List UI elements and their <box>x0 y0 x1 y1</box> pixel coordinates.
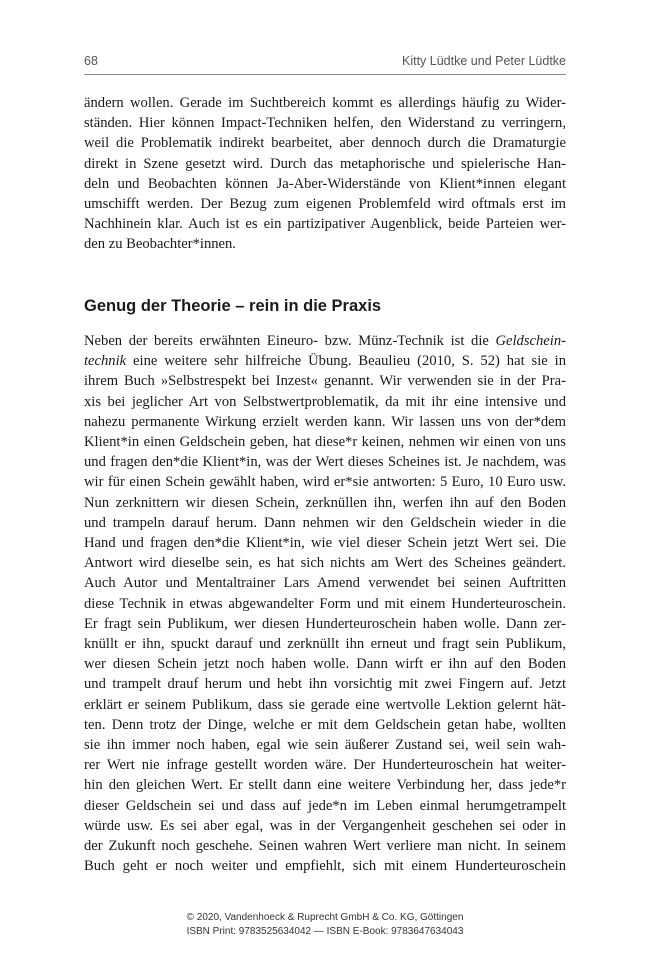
text-line: sie ihn immer noch haben, egal wie sein äußerer Zustand sei, weil sein wah- <box>84 737 566 754</box>
text-line: diese Technik in etwas abgewandelter Form und mit einem Hunderteuroschein. <box>84 595 566 612</box>
page-number: 68 <box>84 54 98 68</box>
text-line <box>84 351 566 371</box>
text-run: Neben der bereits erwähnten Eineuro- bzw. Münz-Technik ist die <box>84 333 496 349</box>
text-line: dieser Geldschein sei und dass auf jede*n im Leben einmal herumgetrampelt <box>84 797 566 814</box>
text-line: weil die Problematik indirekt bearbeitet, aber dennoch durch die Dramaturgie <box>84 135 566 152</box>
text-line: und fragen den*die Klient*in, was der Wert dieses Scheines ist. Je nachdem, was <box>84 454 566 471</box>
text-line: rer Wert nie infrage gestellt worden wäre. Der Hunderteuroschein hat weiter- <box>84 757 566 774</box>
text-line: ändern wollen. Gerade im Suchtbereich kommt es allerdings häufig zu Wider- <box>84 95 566 111</box>
text-line: der Zukunft noch geschehe. Seinen wahren Wert verliere man nicht. In seinem <box>84 838 566 855</box>
paragraph-intro <box>84 93 566 255</box>
text-line: deln und Beobachten können Ja-Aber-Widerstände von Klient*innen elegant <box>84 175 566 192</box>
text-line: ständen. Hier können Impact-Techniken helfen, den Widerstand zu verringern, <box>84 115 566 132</box>
italic-term: technik <box>84 353 127 370</box>
running-header-authors: Kitty Lüdtke und Peter Lüdtke <box>402 54 566 68</box>
text-line: Auch Autor und Mentaltrainer Lars Amend verwendet bei seinen Auftritten <box>84 575 566 592</box>
text-line: nahezu permanente Wirkung erzielt werden kann. Wir lassen uns von der*dem <box>84 413 566 430</box>
text-line: hin den gleichen Wert. Er stellt dann eine weitere Verbindung her, dass jede*r <box>84 777 566 794</box>
text-line: ihrem Buch »Selbstrespekt bei Inzest« genannt. Wir verwenden sie in der Pra- <box>84 373 566 390</box>
text-line: erklärt er seinem Publikum, dass sie gerade eine wertvolle Lektion gelernt hät- <box>84 696 566 713</box>
text-line: direkt in Szene gesetzt wird. Durch das metaphorische und spielerische Han- <box>84 155 566 172</box>
text-line: Klient*in einen Geldschein geben, hat diese*r keinen, nehmen wir einen von uns <box>84 434 566 451</box>
italic-term: Geldschein- <box>495 333 566 349</box>
text-line: knüllt er ihn, spuckt darauf und zerknüllt ihn erneut und fragt sein Publikum, <box>84 636 566 653</box>
text-line: xis bei jeglicher Art von Selbstwertproblematik, da mit ihr eine intensive und <box>84 393 566 410</box>
text-line: Antwort wird dieselbe sein, es hat sich nichts am Wert des Scheines geändert. <box>84 555 566 572</box>
paragraph-practice <box>84 331 566 876</box>
text-line: würde usw. Es sei aber egal, was in der Vergangenheit geschehen sei oder in <box>84 817 566 834</box>
text-line <box>84 331 566 351</box>
text-line: und trampeln darauf herum. Dann nehmen wir den Geldschein wieder in die <box>84 514 566 531</box>
page-footer <box>0 911 650 939</box>
running-header <box>84 52 566 74</box>
text-line: wir für einen Schein gewählt haben, wird er*sie antworten: 5 Euro, 10 Euro usw. <box>84 474 566 491</box>
text-line: wer diesen Schein jetzt noch haben wolle. Dann wirft er ihn auf den Boden <box>84 656 566 673</box>
text-run: eine weitere sehr hilfreiche Übung. Beaulieu (2010, S. 52) hat sie in <box>126 353 566 370</box>
header-divider <box>84 74 566 75</box>
copyright-notice: © 2020, Vandenhoeck & Ruprecht GmbH & Co. KG, Göttingen <box>186 912 464 923</box>
text-line: Er fragt sein Publikum, wer diesen Hunderteuroschein haben wolle. Dann zer- <box>84 615 566 632</box>
text-line: Nun zerknittern wir diesen Schein, zerknüllen ihn, werfen ihn auf den Boden <box>84 494 566 511</box>
text-line: Nachhinein klar. Auch ist es ein partizipativer Augenblick, beide Parteien wer- <box>84 216 566 233</box>
text-line: und trampelt drauf herum und hebt ihn vorsichtig mit zwei Fingern auf. Jetzt <box>84 676 566 693</box>
text-line: ten. Denn trotz der Dinge, welche er mit dem Geldschein getan habe, wollten <box>84 716 566 733</box>
section-heading: Genug der Theorie – rein in die Praxis <box>84 297 382 315</box>
text-line: umschifft werden. Der Bezug zum eigenen Problemfeld wird oftmals erst im <box>84 196 566 213</box>
isbn-line: ISBN Print: 9783525634042 — ISBN E-Book: 9783647634043 <box>186 926 464 937</box>
text-line: Hand und fragen den*die Klient*in, wie viel dieser Schein jetzt Wert sei. Die <box>84 535 566 552</box>
text-line: Buch geht er noch weiter und empfiehlt, sich mit einem Hunderteuroschein <box>84 858 566 875</box>
text-line: den zu Beobachter*innen. <box>84 236 236 253</box>
